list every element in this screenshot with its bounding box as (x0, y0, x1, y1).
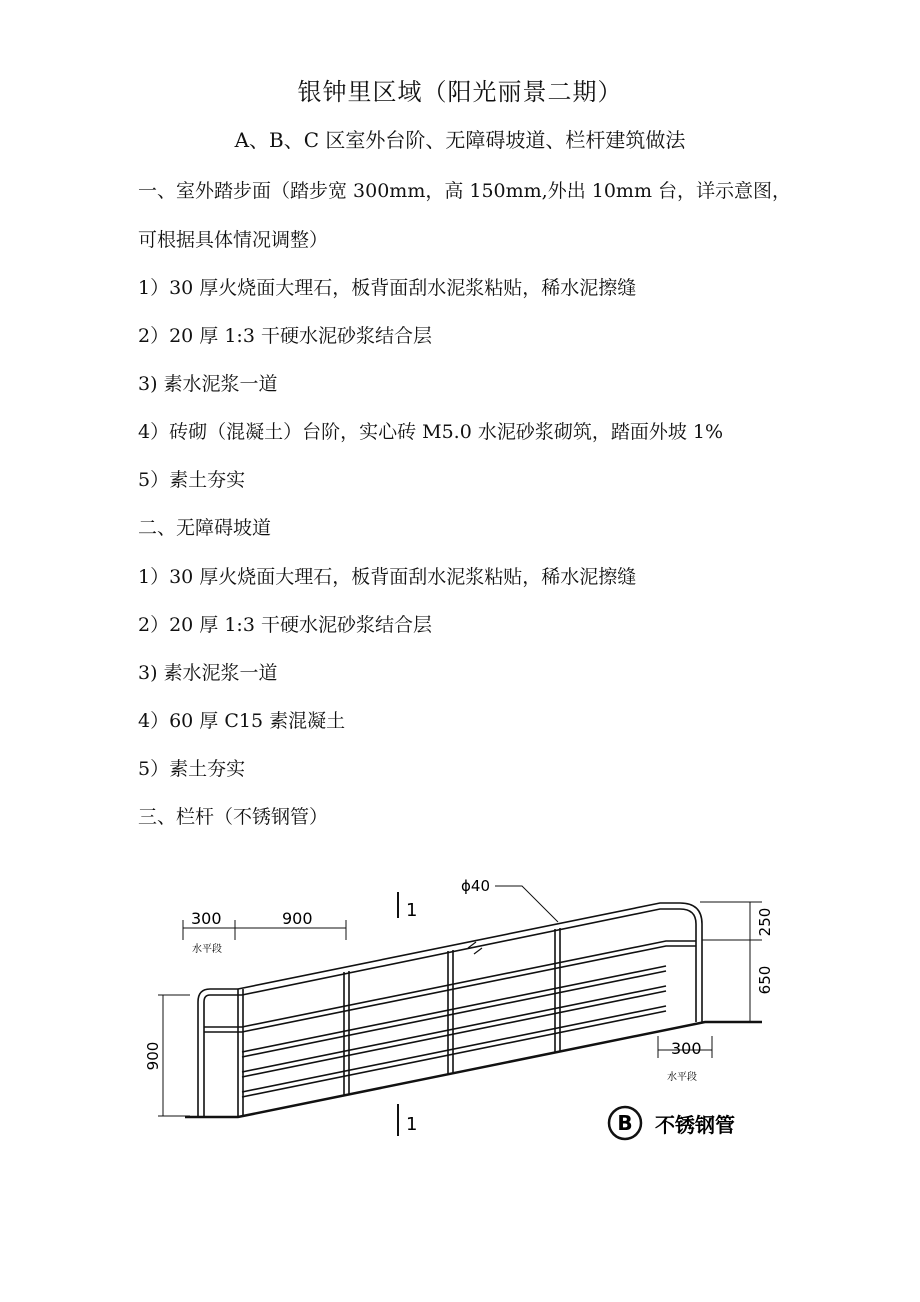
ramp-item-4: 4）60 厚 C15 素混凝土 (138, 710, 346, 732)
section-mark-top: 1 (406, 900, 418, 921)
dim-900-left: 900 (144, 1041, 162, 1071)
railing-drawing (144, 862, 780, 1162)
top-rail-left-return-inner (204, 995, 242, 1116)
lower-rail-2 (242, 986, 666, 1072)
ramp-item-3: 3) 素水泥浆一道 (138, 662, 278, 684)
ramp-item-5: 5）素土夯实 (138, 758, 246, 780)
steps-item-5: 5）素土夯实 (138, 469, 246, 491)
ramp-item-2: 2）20 厚 1:3 干硬水泥砂浆结合层 (138, 614, 432, 636)
steps-item-2: 2）20 厚 1:3 干硬水泥砂浆结合层 (138, 325, 432, 347)
steps-heading-line1: 一、室外踏步面（踏步宽 300mm，高 150mm,外出 10mm 台，详示意图， (138, 180, 792, 202)
railing-heading: 三、栏杆（不锈钢管） (138, 806, 329, 828)
ramp-heading: 二、无障碍坡道 (138, 517, 272, 539)
floor-line (185, 1022, 762, 1117)
dim-900-top: 900 (282, 909, 313, 928)
steps-heading-line2: 可根据具体情况调整） (138, 229, 329, 251)
document-subtitle: A、B、C 区室外台阶、无障碍坡道、栏杆建筑做法 (234, 128, 686, 152)
level-segment-right: 水平段 (667, 1072, 697, 1083)
post-1 (238, 989, 243, 1116)
document-title: 银钟里区域（阳光丽景二期） (297, 78, 623, 106)
steps-item-4: 4）砖砌（混凝土）台阶，实心砖 M5.0 水泥砂浆砌筑，踏面外坡 1% (138, 421, 724, 443)
section-mark-bottom: 1 (406, 1114, 418, 1135)
badge-caption: 不锈钢管 (655, 1113, 735, 1137)
pipe-diameter-label: ϕ40 (461, 877, 490, 895)
ramp-item-1: 1）30 厚火烧面大理石，板背面刮水泥浆粘贴，稀水泥擦缝 (138, 566, 637, 588)
level-segment-left: 水平段 (192, 944, 222, 955)
dim-300-right: 300 (671, 1039, 702, 1058)
lower-rail-1 (242, 966, 666, 1052)
dim-650: 650 (756, 965, 774, 995)
steps-item-3: 3) 素水泥浆一道 (138, 373, 278, 395)
dim-300-left: 300 (191, 909, 222, 928)
badge-letter: B (617, 1111, 633, 1135)
steps-item-1: 1）30 厚火烧面大理石，板背面刮水泥浆粘贴，稀水泥擦缝 (138, 277, 637, 299)
dim-250: 250 (756, 907, 774, 937)
